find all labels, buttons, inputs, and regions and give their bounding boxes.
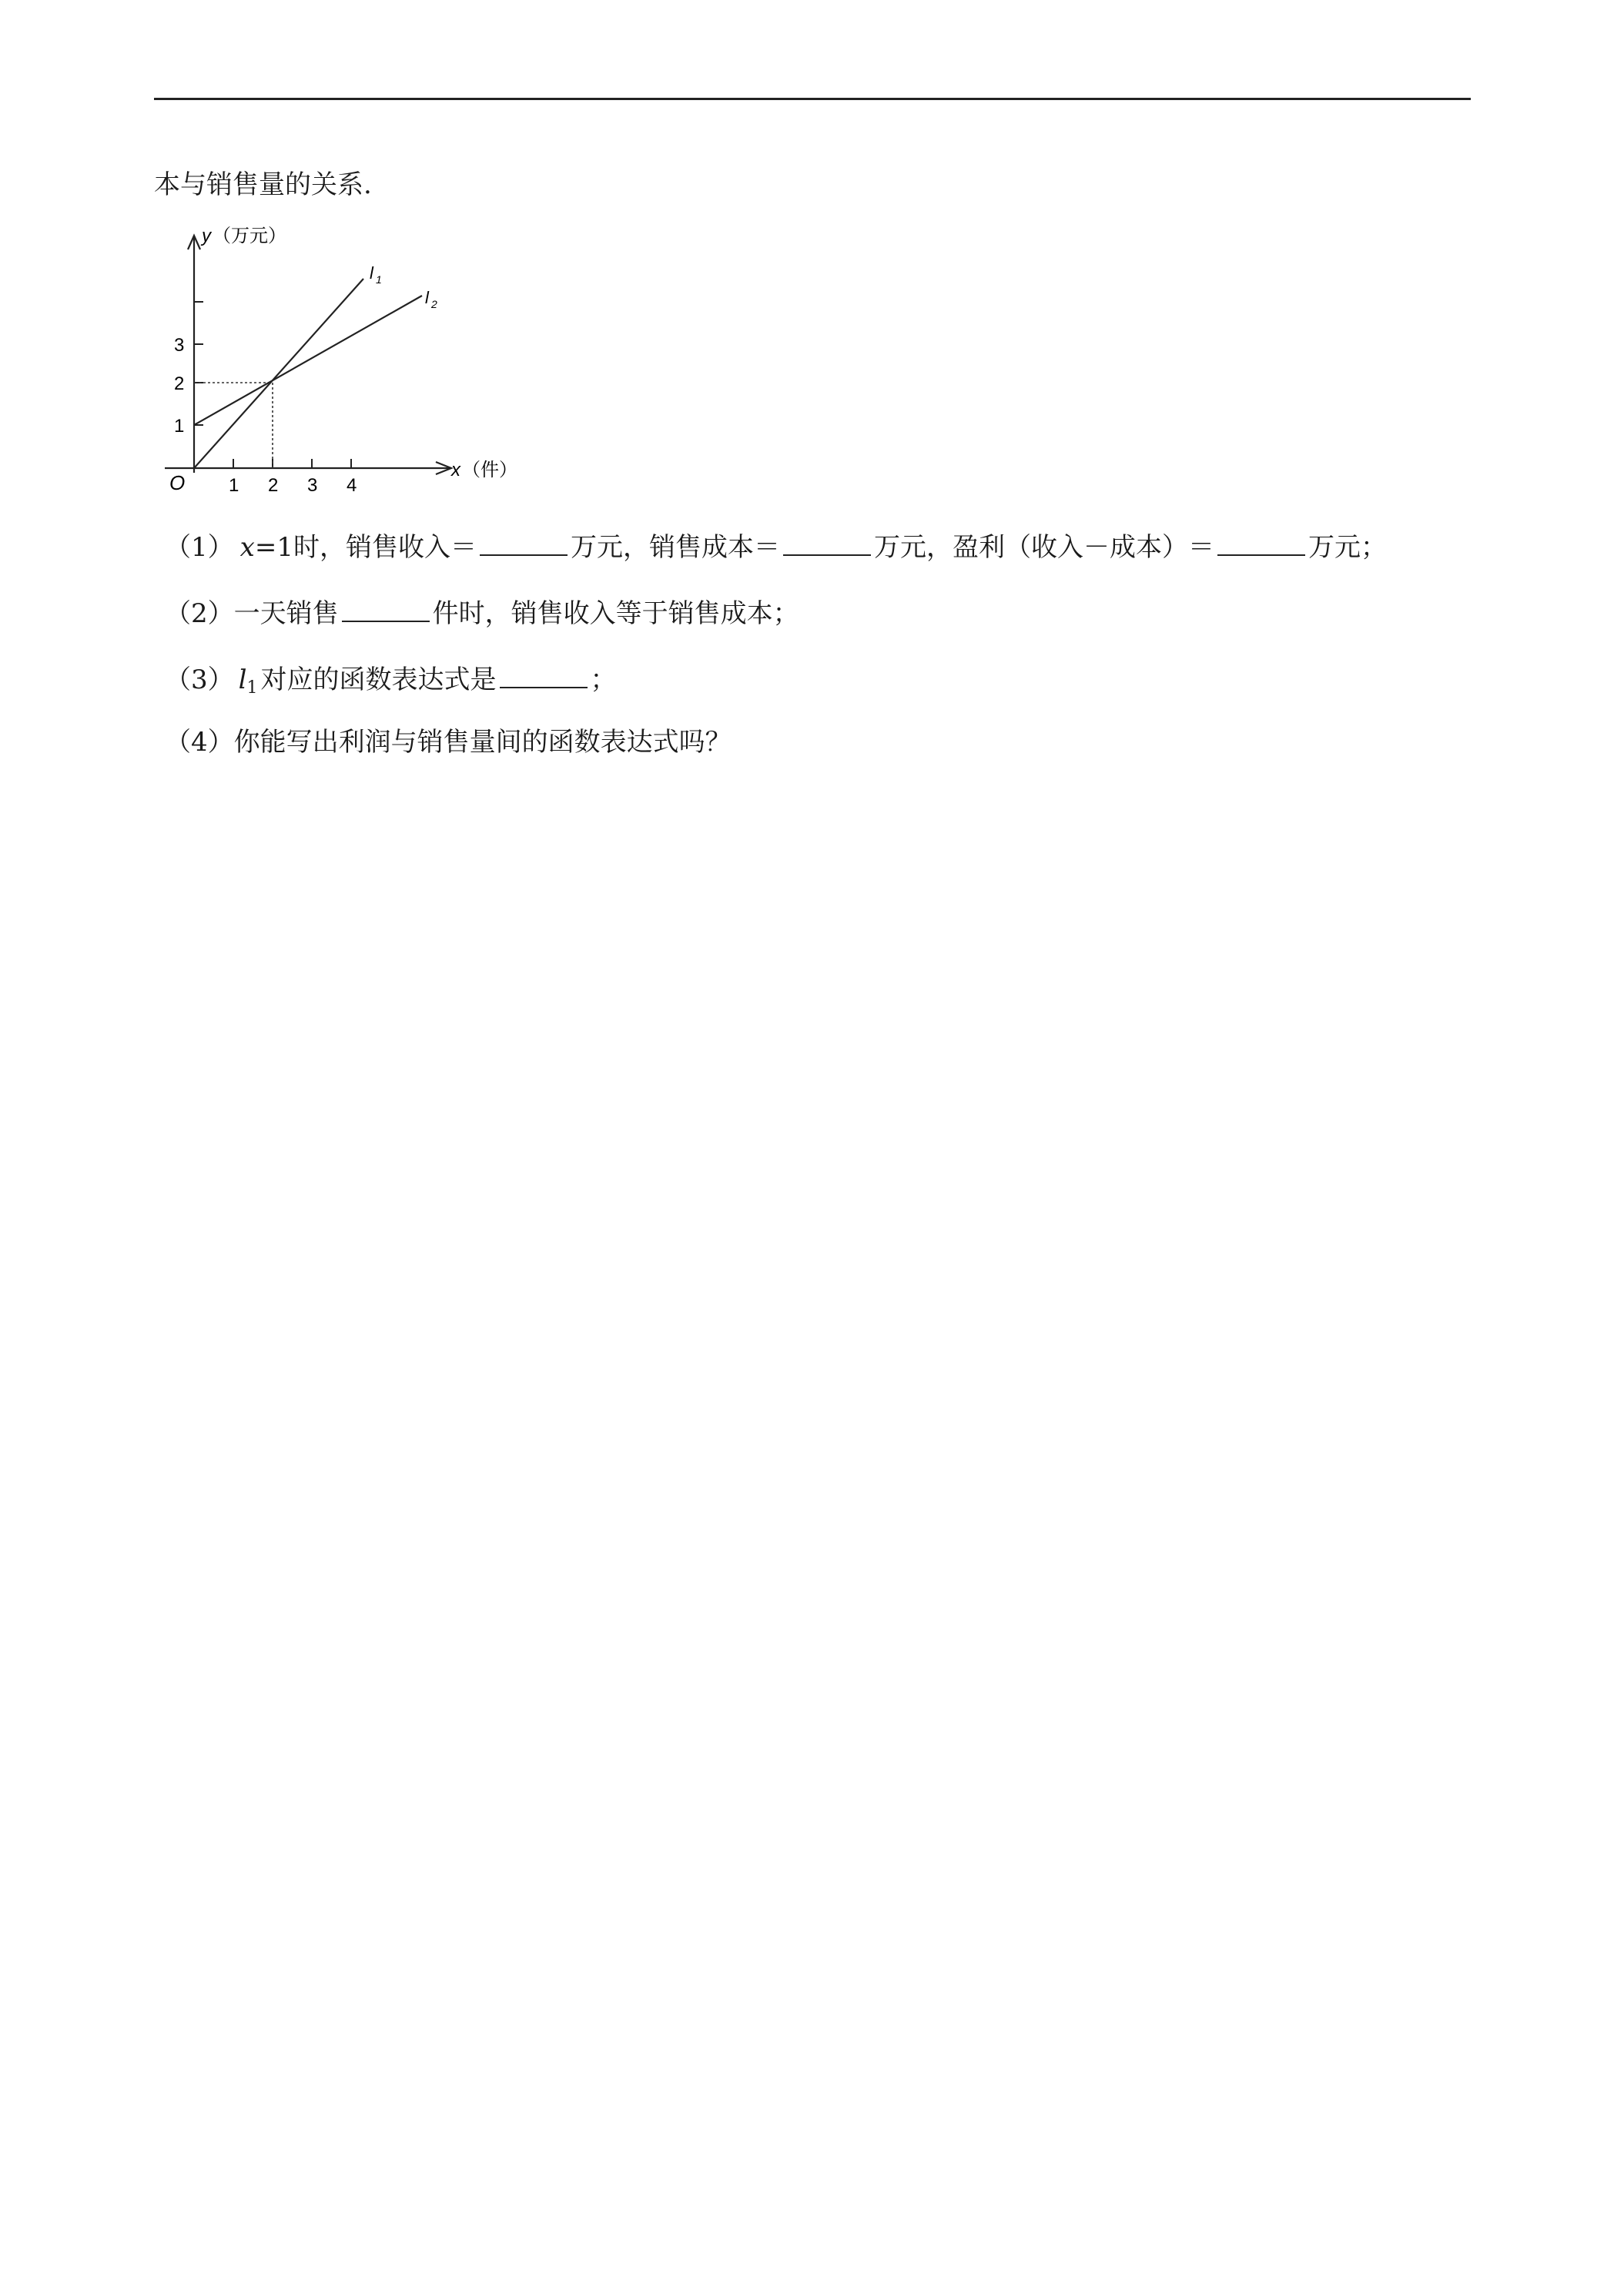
question-3 xyxy=(165,661,617,705)
header-rule xyxy=(154,98,1471,100)
line-l1-sub: 1 xyxy=(376,273,382,286)
question-3-part1: 对应的函数表达式是 xyxy=(260,664,497,695)
question-3-var: l xyxy=(238,664,247,695)
question-1-condition: =1时，销售收入＝ xyxy=(254,532,477,563)
question-1-part2: 万元，销售成本＝ xyxy=(570,532,780,563)
line-l2 xyxy=(194,296,422,425)
question-4 xyxy=(165,725,732,759)
x-tick-label-4: 4 xyxy=(347,475,357,496)
x-axis-unit: （件） xyxy=(462,460,517,480)
question-3-part2: ； xyxy=(590,664,617,695)
question-4-number: （4） xyxy=(165,727,234,758)
question-1-part3: 万元，盈利（收入－成本）＝ xyxy=(873,532,1214,563)
line-l1 xyxy=(194,279,363,468)
question-1-number: （1） xyxy=(165,532,234,563)
question-1-part4: 万元； xyxy=(1308,532,1387,563)
question-4-text: 你能写出利润与销售量间的函数表达式吗？ xyxy=(233,727,732,758)
y-axis-var: y xyxy=(202,226,211,246)
answer-blank-expression[interactable] xyxy=(500,661,588,688)
line-l2-sub: 2 xyxy=(431,298,437,310)
line-l1-label: l xyxy=(370,263,373,283)
y-tick-label-1: 1 xyxy=(174,416,185,437)
question-2-part2: 件时，销售收入等于销售成本； xyxy=(432,598,799,629)
question-1-var: x xyxy=(239,532,255,563)
y-tick-label-3: 3 xyxy=(174,335,185,356)
y-axis-unit: （万元） xyxy=(213,226,286,246)
question-1 xyxy=(165,528,1387,564)
question-3-number: （3） xyxy=(165,664,234,695)
y-tick-label-2: 2 xyxy=(174,373,185,394)
x-axis-var: x xyxy=(451,460,460,480)
x-tick-label-3: 3 xyxy=(307,475,318,496)
function-graph xyxy=(151,219,536,511)
x-tick-label-2: 2 xyxy=(268,475,279,496)
x-tick-label-1: 1 xyxy=(229,475,239,496)
origin-label: O xyxy=(169,471,186,494)
answer-blank-income[interactable] xyxy=(480,528,568,556)
question-2 xyxy=(165,594,799,631)
answer-blank-profit[interactable] xyxy=(1217,528,1305,556)
question-2-part1: 一天销售 xyxy=(233,598,339,629)
question-2-number: （2） xyxy=(165,598,234,629)
answer-blank-quantity[interactable] xyxy=(342,594,430,622)
line-l2-label: l xyxy=(425,288,429,307)
answer-blank-cost[interactable] xyxy=(783,528,871,556)
question-3-sub: 1 xyxy=(246,678,258,698)
intro-text: 本与销售量的关系. xyxy=(154,169,372,200)
